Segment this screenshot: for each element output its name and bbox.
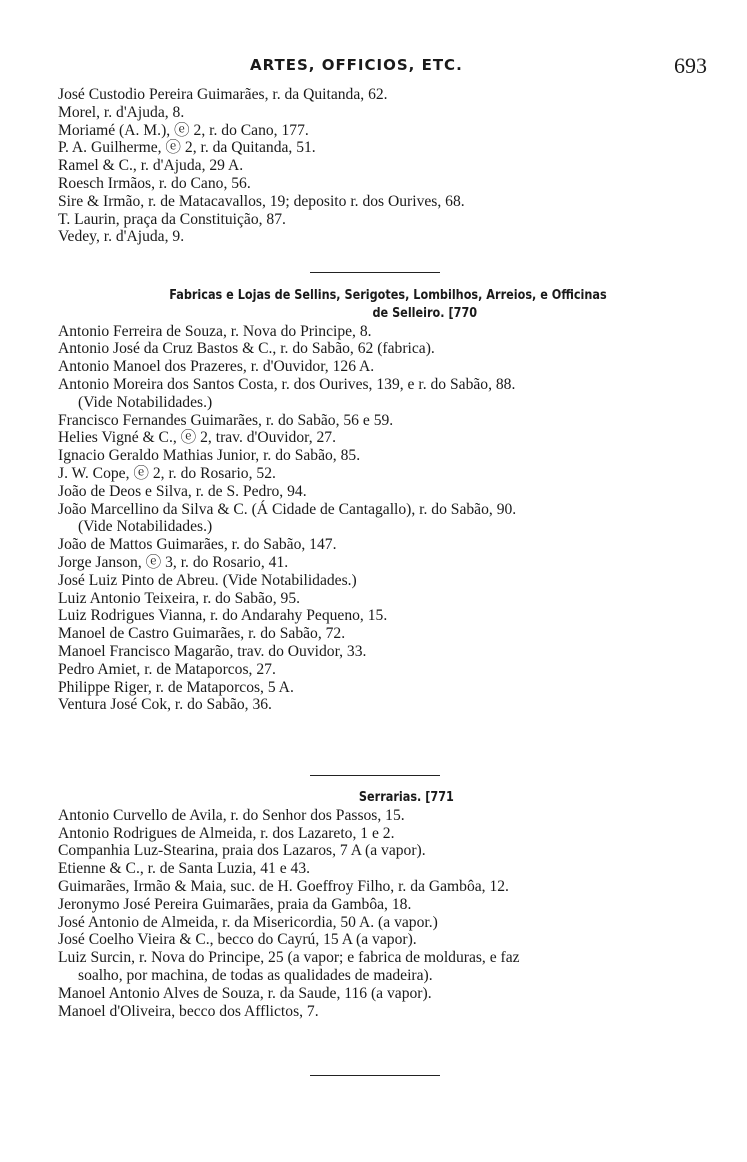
list-item: Pedro Amiet, r. de Mataporcos, 27. (58, 660, 276, 678)
section-heading-line2: de Selleiro. [770 (372, 304, 478, 321)
list-item: Antonio Manoel dos Prazeres, r. d'Ouvidor, 126 A. (58, 358, 375, 376)
list-item: João de Deos e Silva, r. de S. Pedro, 94. (58, 482, 307, 500)
list-item: Jeronymo José Pereira Guimarães, praia da Gambôa, 18. (58, 895, 412, 913)
list-item: Luiz Surcin, r. Nova do Principe, 25 (a vapor; e fabrica de molduras, e faz (58, 949, 520, 967)
list-item: T. Laurin, praça da Constituição, 87. (58, 210, 286, 228)
section-divider (310, 272, 440, 273)
page-header (60, 53, 707, 80)
list-item: Manoel Francisco Magarão, trav. do Ouvidor, 33. (58, 642, 367, 660)
list-item: J. W. Cope, ⓔ 2, r. do Rosario, 52. (58, 464, 276, 482)
list-item: José Antonio de Almeida, r. da Misericordia, 50 A. (a vapor.) (58, 913, 438, 931)
list-item: Philippe Riger, r. de Mataporcos, 5 A. (58, 678, 294, 696)
list-item: Ramel & C., r. d'Ajuda, 29 A. (58, 157, 244, 175)
list-item: Companhia Luz-Stearina, praia dos Lazaros, 7 A (a vapor). (58, 842, 426, 860)
list-item: Helies Vigné & C., ⓔ 2, trav. d'Ouvidor, 27. (58, 429, 337, 447)
list-item: Antonio José da Cruz Bastos & C., r. do Sabão, 62 (fabrica). (58, 340, 435, 358)
list-item: P. A. Guilherme, ⓔ 2, r. da Quitanda, 51. (58, 139, 316, 157)
list-item-continuation: (Vide Notabilidades.) (78, 518, 213, 536)
list-item: Sire & Irmão, r. de Matacavallos, 19; deposito r. dos Ourives, 68. (58, 192, 465, 210)
list-item: Etienne & C., r. de Santa Luzia, 41 e 43. (58, 860, 311, 878)
section-heading: Fabricas e Lojas de Sellins, Serigotes, Lombilhos, Arreios, e Officinas (169, 287, 607, 303)
list-item: Francisco Fernandes Guimarães, r. do Sabão, 56 e 59. (58, 411, 394, 429)
list-item: Manoel Antonio Alves de Souza, r. da Saude, 116 (a vapor). (58, 984, 432, 1002)
list-item: Antonio Curvello de Avila, r. do Senhor dos Passos, 15. (58, 806, 405, 824)
list-item: Jorge Janson, ⓔ 3, r. do Rosario, 41. (58, 553, 289, 571)
list-item: Roesch Irmãos, r. do Cano, 56. (58, 174, 251, 192)
page-number: 693 (674, 53, 707, 78)
list-item: Vedey, r. d'Ajuda, 9. (58, 228, 185, 246)
list-item: Manoel de Castro Guimarães, r. do Sabão, 72. (58, 625, 346, 643)
list-item: Ventura José Cok, r. do Sabão, 36. (58, 696, 272, 714)
list-item: Guimarães, Irmão & Maia, suc. de H. Goeffroy Filho, r. da Gambôa, 12. (58, 877, 509, 895)
section-heading: Serrarias. [771 (358, 789, 454, 805)
section-divider (310, 1075, 440, 1076)
list-item: Antonio Ferreira de Souza, r. Nova do Principe, 8. (58, 322, 372, 340)
section-continued-list (58, 86, 718, 246)
list-item: José Custodio Pereira Guimarães, r. da Quitanda, 62. (58, 86, 388, 103)
list-item: José Luiz Pinto de Abreu. (Vide Notabilidades.) (58, 571, 357, 589)
list-item: Moriamé (A. M.), ⓔ 2, r. do Cano, 177. (58, 121, 309, 139)
list-item: José Coelho Vieira & C., becco do Cayrú, 15 A (a vapor). (58, 931, 417, 949)
list-item: Luiz Antonio Teixeira, r. do Sabão, 95. (58, 589, 301, 607)
list-item-continuation: (Vide Notabilidades.) (78, 393, 213, 411)
list-item: Antonio Rodrigues de Almeida, r. dos Lazareto, 1 e 2. (58, 824, 395, 842)
list-item: Ignacio Geraldo Mathias Junior, r. do Sabão, 85. (58, 447, 361, 465)
section-sellins (58, 287, 718, 714)
list-item: Morel, r. d'Ajuda, 8. (58, 103, 185, 121)
list-item: Antonio Moreira dos Santos Costa, r. dos Ourives, 139, e r. do Sabão, 88. (58, 375, 516, 393)
list-item: Luiz Rodrigues Vianna, r. do Andarahy Pequeno, 15. (58, 607, 388, 625)
list-item-continuation: soalho, por machina, de todas as qualidades de madeira). (78, 966, 433, 984)
running-title: ARTES, OFFICIOS, ETC. (250, 56, 463, 74)
list-item: João de Mattos Guimarães, r. do Sabão, 147. (58, 536, 337, 554)
list-item: Manoel d'Oliveira, becco dos Afflictos, 7. (58, 1002, 319, 1020)
section-serrarias (58, 789, 718, 1020)
section-divider (310, 775, 440, 776)
list-item: João Marcellino da Silva & C. (Á Cidade de Cantagallo), r. do Sabão, 90. (58, 500, 517, 518)
